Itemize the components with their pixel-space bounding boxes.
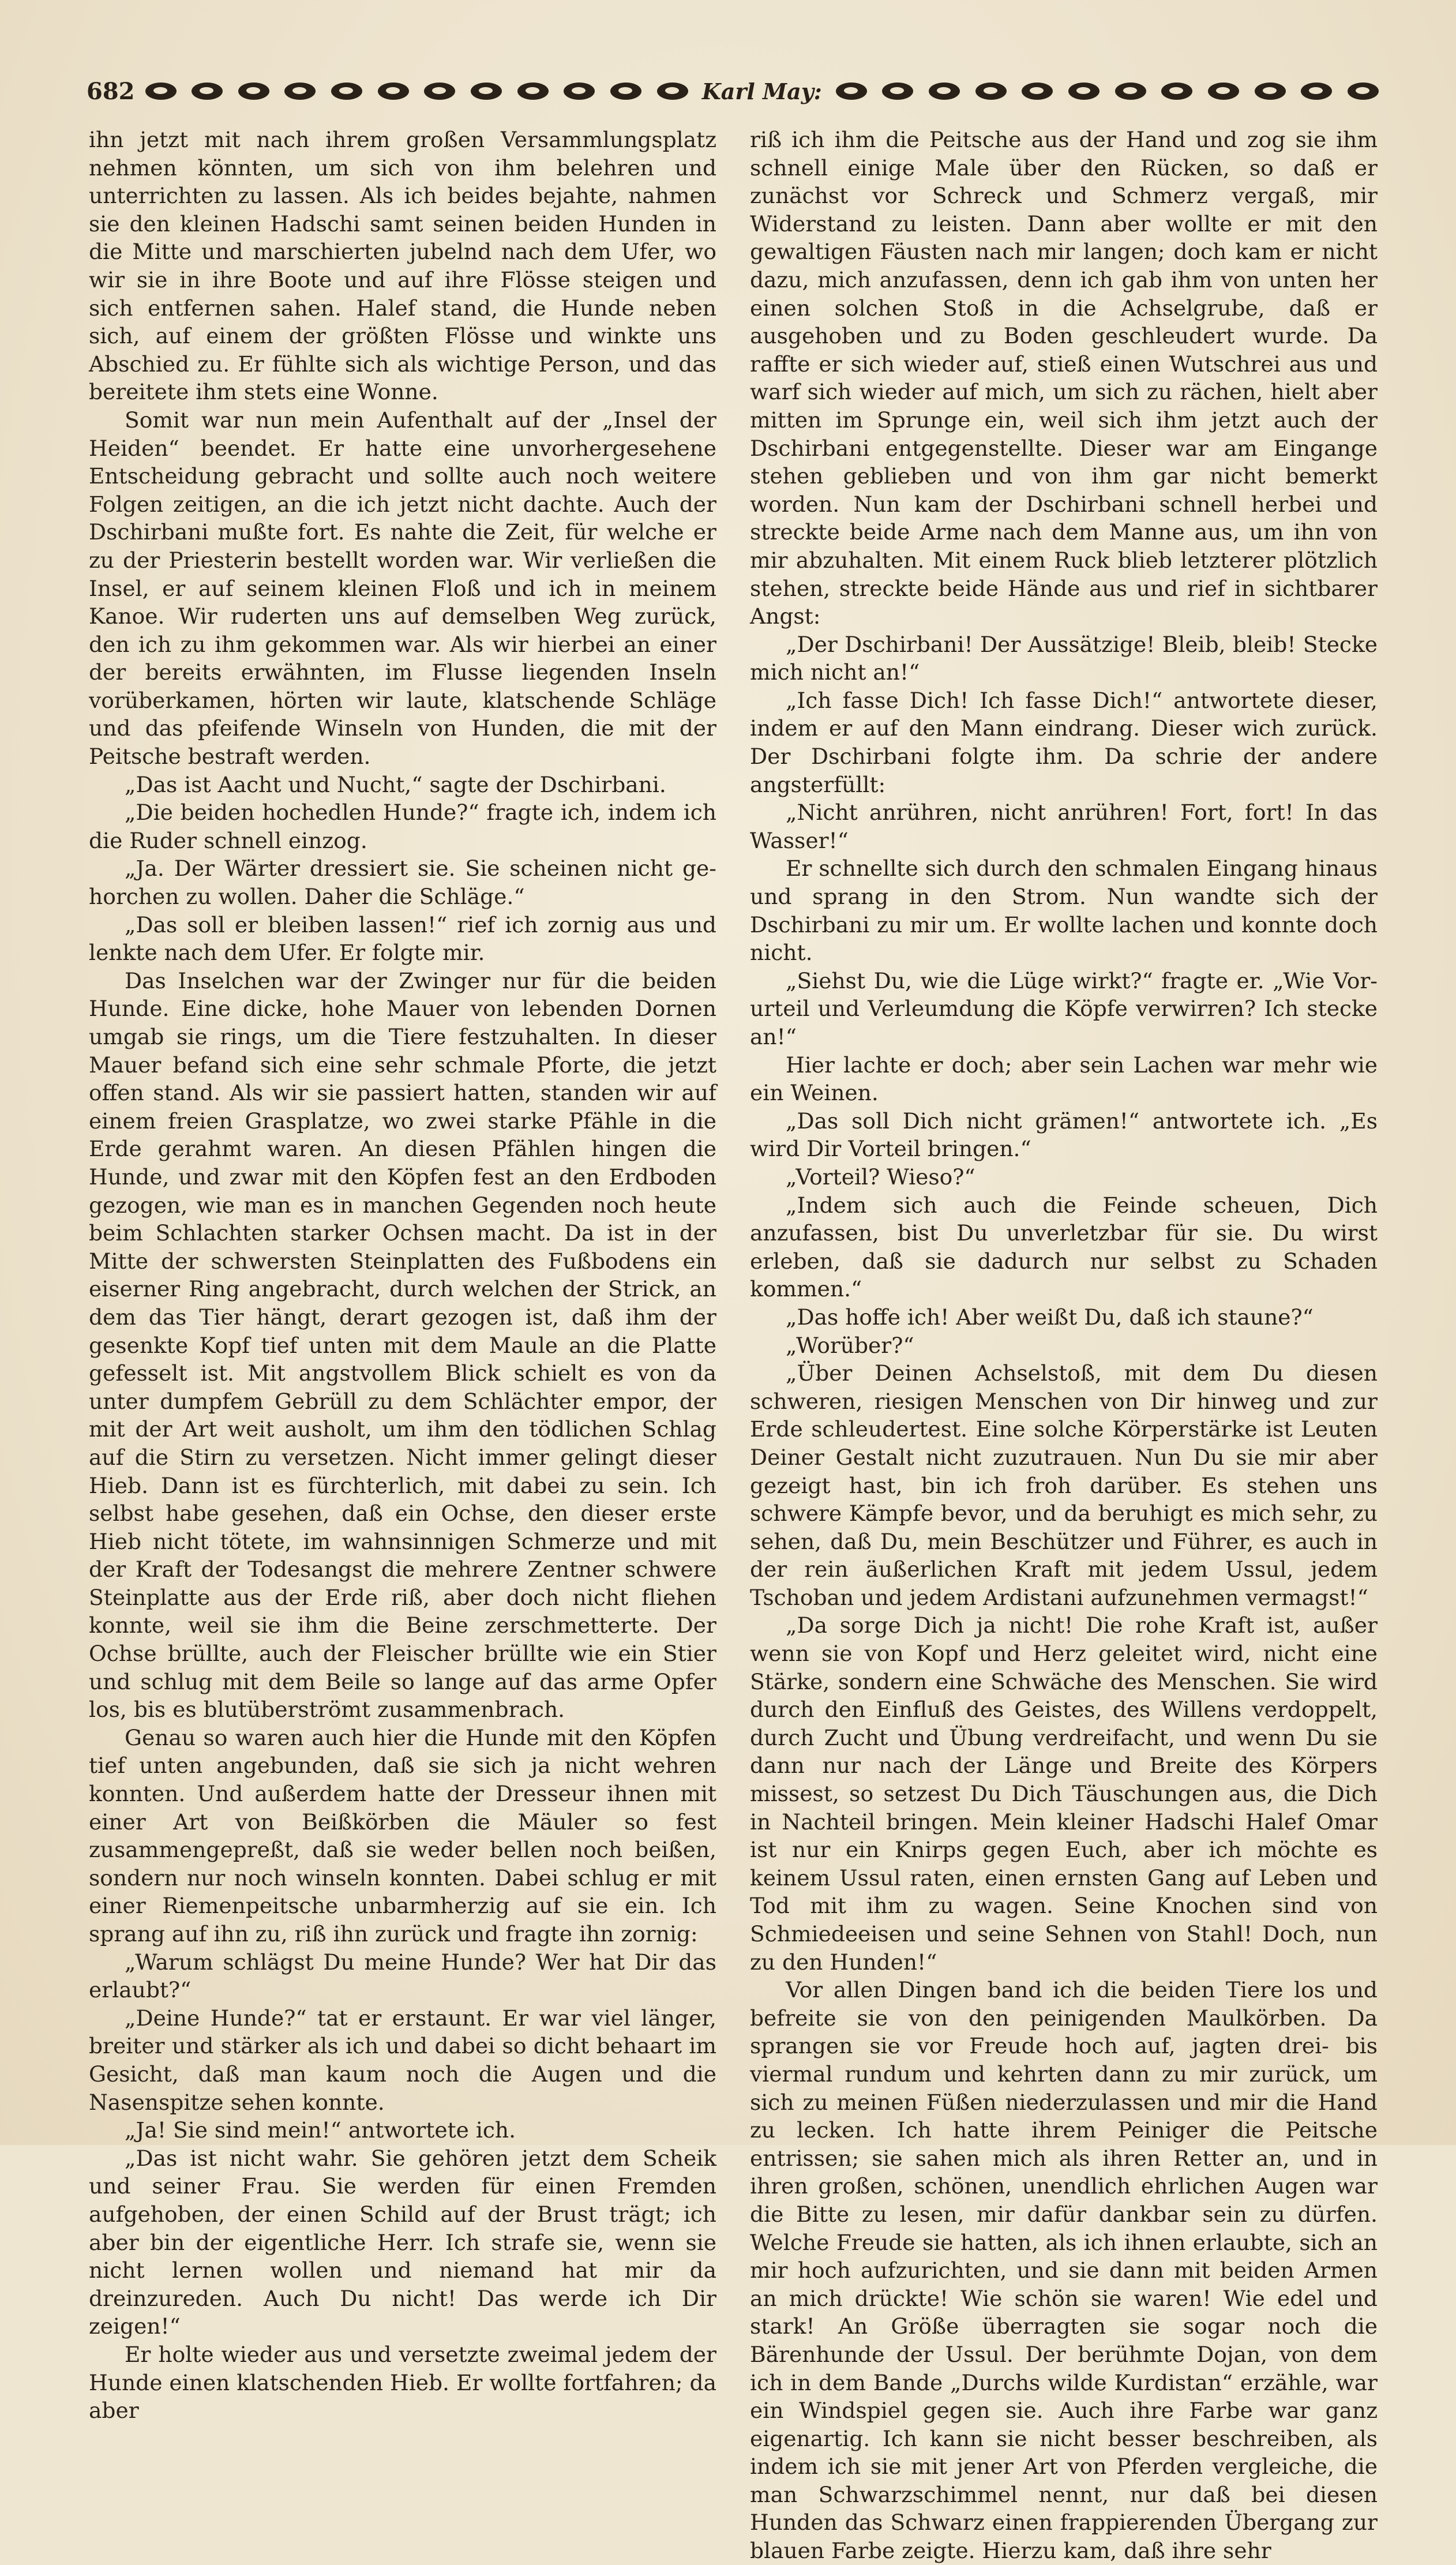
paragraph: Vor allen Dingen band ich die beiden Tiere los und befreite sie von den peinigenden Maulkörben. Da sprangen sie vor Freude hoch auf, jagten drei- bis viermal rundum und kehrten dann zu mir zurück, um sich zu meinen Füßen niederzulassen und mir die Hand zu lecken. Ich hatte ihrem Peiniger die Peitsche entrissen; sie sahen mich als ihren Retter an, und in ihren großen, schönen, unendlich ehrlichen Augen war die Bitte zu lesen, mir dafür dankbar sein zu dürfen. Welche Freude sie hatten, als ich ihnen erlaubte, sich an mir hoch aufzurichten, und sie dann mit beiden Armen an mich drückte! Wie schön sie waren! Wie edel und stark! An Größe überragten sie sogar noch die Bärenhunde der Ussul. Der berühmte Dojan, von dem ich in dem Bande „Durchs wilde Kurdistan“ erzähle, war ein Windspiel gegen sie. Auch ihre Farbe war ganz eigenartig. Ich kann sie nicht besser beschreiben, als indem ich sie mit jener Art von Pferden vergleiche, die man Schwarzschimmel nennt, nur daß bei diesen Hunden das Schwarz einen frappierenden Übergang zur blauen Farbe zeigte. Hierzu kam, daß ihre sehr <box>750 1977 1378 2564</box>
right-column <box>750 126 1378 2564</box>
paragraph: riß ich ihm die Peitsche aus der Hand und zog sie ihm schnell einige Male über den Rücken, so daß er zunächst vor Schreck und Schmerz vergaß, mir Widerstand zu leisten. Dann aber wollte er mit den gewaltigen Fäusten nach mir langen; doch kam er nicht dazu, mich anzufassen, denn ich gab ihm von unten her einen solchen Stoß in die Achselgrube, daß er ausgehoben und zu Boden geschleudert wurde. Da raffte er sich wieder auf, stieß einen Wutschrei aus und warf sich wieder auf mich, um sich zu rächen, hielt aber mitten im Sprunge ein, weil sich ihm jetzt auch der Dschirbani entgegenstellte. Dieser war am Eingange stehen geblieben und von ihm gar nicht bemerkt worden. Nun kam der Dschirbani schnell herbei und streckte beide Arme nach dem Manne aus, um ihn von mir abzuhalten. Mit einem Ruck blieb letzterer plötzlich stehen, streckte beide Hände aus und rief in sichtbarer Angst: <box>750 127 1378 629</box>
paragraph: „Indem sich auch die Feinde scheuen, Dich anzufassen, bist Du unverletzbar für sie. Du wirst erleben, daß sie dadurch nur selbst zu Schaden kommen.“ <box>750 1192 1378 1302</box>
paragraph: ihn jetzt mit nach ihrem großen Versammlungsplatz nehmen könnten, um sich von ihm belehren und unterrichten zu lassen. Als ich beides bejahte, nahmen sie den kleinen Hadschi samt seinen beiden Hunden in die Mitte und marschierten jubelnd nach dem Ufer, wo wir sie in ihre Boote und auf ihre Flösse steigen und sich entfernen sahen. Halef stand, die Hunde neben sich, auf einem der größten Flösse und winkte uns Abschied zu. Er fühlte sich als wichtige Person, und das bereitete ihm stets eine Wonne. <box>89 127 716 405</box>
paragraph: „Da sorge Dich ja nicht! Die rohe Kraft ist, außer wenn sie von Kopf und Herz geleitet wird, nicht eine Stärke, sondern eine Schwäche des Menschen. Sie wird durch den Einfluß des Geistes, des Willens verdoppelt, durch Zucht und Übung verdreifacht, und wenn Du sie dann nur nach der Länge und Breite des Körpers missest, so setzest Du Dich Täuschungen aus, die Dich in Nachteil bringen. Mein kleiner Hadschi Halef Omar ist nur ein Knirps gegen Euch, aber ich möchte es keinem Ussul raten, einen ernsten Gang auf Leben und Tod mit ihm zu wagen. Seine Knochen sind von Schmiedeeisen und seine Sehnen von Stahl! Doch, nun zu den Hunden!“ <box>750 1612 1378 1975</box>
paragraph: „Nicht anrühren, nicht anrühren! Fort, fort! In das Wasser!“ <box>750 800 1378 853</box>
paragraph: Somit war nun mein Aufenthalt auf der „Insel der Heiden“ beendet. Er hatte eine unvorhergesehene Entscheidung gebracht und sollte auch noch weitere Folgen zeitigen, an die ich jetzt nicht dachte. Auch der Dschirbani mußte fort. Es nahte die Zeit, für welche er zu der Priesterin bestellt worden war. Wir verließen die Insel, er auf seinem kleinen Floß und ich in meinem Kanoe. Wir ruderten uns auf demselben Weg zurück, den ich zu ihm gekommen war. Als wir hierbei an einer der bereits erwähnten, im Flusse liegenden Inseln vorüberkamen, hörten wir laute, klatschende Schläge und das pfeifende Winseln von Hunden, die mit der Peitsche bestraft werden. <box>89 407 716 770</box>
ornament-right <box>836 80 1379 103</box>
paragraph: Hier lachte er doch; aber sein Lachen war mehr wie ein Weinen. <box>750 1052 1378 1106</box>
left-column <box>89 126 716 2424</box>
paragraph: Er holte wieder aus und versetzte zweimal jedem der Hunde einen klatschenden Hieb. Er wollte fortfahren; da aber <box>89 2341 716 2424</box>
paragraph: Genau so waren auch hier die Hunde mit den Köpfen tief unten angebunden, daß sie sich ja nicht wehren konnten. Und außerdem hatte der Dresseur ihnen mit einer Art von Beißkörben die Mäuler so fest zusammengepreßt, daß sie weder bellen noch beißen, sondern nur noch winseln konnten. Dabei schlug er mit einer Riemenpeitsche unbarmherzig auf sie ein. Ich sprang auf ihn zu, riß ihn zurück und fragte ihn zornig: <box>89 1724 716 1947</box>
page-header <box>87 68 1379 114</box>
paragraph: „Das soll Dich nicht grämen!“ antwortete ich. „Es wird Dir Vorteil bringen.“ <box>750 1108 1378 1162</box>
page-number: 682 <box>87 77 135 105</box>
paragraph: „Der Dschirbani! Der Aussätzige! Bleib, bleib! Stecke mich nicht an!“ <box>750 631 1378 685</box>
paragraph: Er schnellte sich durch den schmalen Eingang hinaus und sprang in den Strom. Nun wandte sich der Dschirbani zu mir um. Er wollte lachen und konnte doch nicht. <box>750 856 1378 966</box>
paragraph: „Das soll er bleiben lassen!“ rief ich zornig aus und lenkte nach dem Ufer. Er folgte mir. <box>89 912 716 966</box>
paragraph: Das Inselchen war der Zwinger nur für die beiden Hunde. Eine dicke, hohe Mauer von lebenden Dornen umgab sie rings, um die Tiere festzuhalten. In dieser Mauer befand sich eine sehr schmale Pforte, die jetzt offen stand. Als wir sie passiert hatten, standen wir auf einem freien Grasplatze, wo zwei starke Pfähle in die Erde gerahmt waren. An diesen Pfählen hingen die Hunde, und zwar mit den Köpfen fest an den Erdboden gezogen, wie man es in manchen Gegenden noch heute beim Schlachten starker Ochsen macht. Da ist in der Mitte der schwersten Steinplatten des Fußbodens ein eiserner Ring angebracht, durch welchen der Strick, an dem das Tier hängt, derart gezogen ist, daß ihm der gesenkte Kopf tief unten mit dem Maule an die Platte gefesselt ist. Mit angstvollem Blick schielt es von da unter dumpfem Gebrüll zu dem Schlächter empor, der mit der Art weit ausholt, um ihm den tödlichen Schlag auf die Stirn zu versetzen. Nicht immer gelingt dieser Hieb. Dann ist es fürchterlich, mit dabei zu sein. Ich selbst habe gesehen, daß ein Ochse, den dieser erste Hieb nicht tötete, im wahnsinnigen Schmerze und mit der Kraft der Todesangst die mehrere Zentner schwere Steinplatte aus der Erde riß, aber doch nicht fliehen konnte, weil sie ihm die Beine zerschmetterte. Der Ochse brüllte, auch der Fleischer brüllte wie ein Stier und schlug mit dem Beile so lange auf das arme Opfer los, bis es blutüberströmt zusammenbrach. <box>89 967 716 1723</box>
paragraph: „Vorteil? Wieso?“ <box>786 1164 975 1190</box>
paragraph: „Das hoffe ich! Aber weißt Du, daß ich staune?“ <box>786 1304 1314 1330</box>
running-head: Karl May: <box>701 78 822 104</box>
paragraph: „Die beiden hochedlen Hunde?“ fragte ich, indem ich die Ruder schnell einzog. <box>89 800 716 853</box>
paragraph: „Warum schlägst Du meine Hunde? Wer hat Dir das erlaubt?“ <box>89 1949 716 2003</box>
paragraph: „Ja! Sie sind mein!“ antwortete ich. <box>125 2117 516 2143</box>
paragraph: „Deine Hunde?“ tat er erstaunt. Er war viel länger, breiter und stärker als ich und dabei so dicht behaart im Gesicht, daß man kaum noch die Augen und die Nasenspitze sehen konnte. <box>89 2005 716 2115</box>
paragraph: „Über Deinen Achselstoß, mit dem Du diesen schweren, riesigen Menschen von Dir hinweg und zur Erde schleudertest. Eine solche Körperstärke ist Leuten Deiner Gestalt nicht zuzutrauen. Nun Du sie mir aber gezeigt hast, bin ich froh darüber. Es stehen uns schwere Kämpfe bevor, und da beruhigt es mich sehr, zu sehen, daß Du, mein Beschützer und Führer, es auch in der rein äußerlichen Kraft mit jedem Ussul, jedem Tschoban und jedem Ardistani aufzunehmen vermagst!“ <box>750 1360 1378 1610</box>
ornament-left <box>145 80 688 103</box>
paragraph: „Das ist nicht wahr. Sie gehören jetzt dem Scheik und seiner Frau. Sie werden für einen Fremden aufgehoben, der einen Schild auf der Brust trägt; ich aber bin der eigentliche Herr. Ich strafe sie, wenn sie nicht lernen wollen und niemand hat mir da dreinzureden. Auch Du nicht! Das werde ich Dir zeigen!“ <box>89 2145 716 2339</box>
paragraph: „Ja. Der Wärter dressiert sie. Sie scheinen nicht gehorchen zu wollen. Daher die Schläge.“ <box>89 856 716 910</box>
paragraph: „Siehst Du, wie die Lüge wirkt?“ fragte er. „Wie Vorurteil und Verleumdung die Köpfe verwirren? Ich stecke an!“ <box>750 967 1378 1049</box>
paragraph: „Worüber?“ <box>786 1332 914 1358</box>
paragraph: „Ich fasse Dich! Ich fasse Dich!“ antwortete dieser, indem er auf den Mann eindrang. Dieser wich zurück. Der Dschirbani folgte ihm. Da schrie der andere angsterfüllt: <box>750 687 1378 797</box>
paragraph: „Das ist Aacht und Nucht,“ sagte der Dschirbani. <box>125 771 666 797</box>
